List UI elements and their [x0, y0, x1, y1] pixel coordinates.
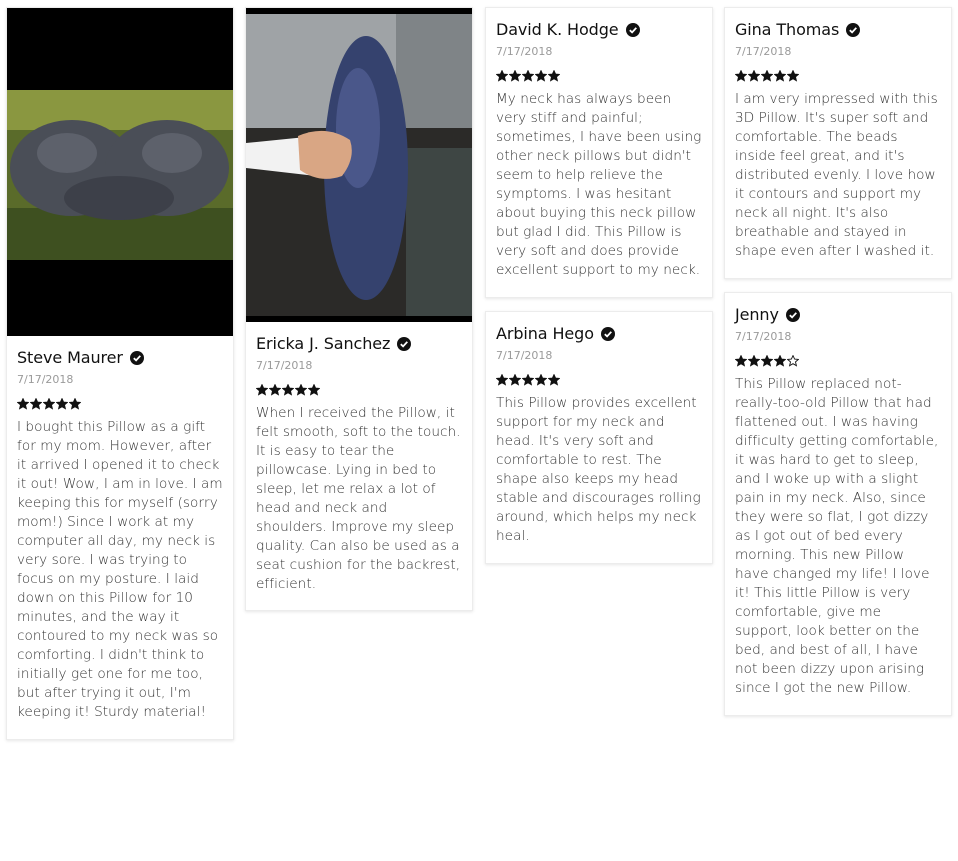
star-filled-icon: [535, 70, 547, 82]
reviewer-name: Steve Maurer: [17, 348, 123, 367]
star-filled-icon: [787, 70, 799, 82]
reviewer-name: Ericka J. Sanchez: [256, 334, 391, 353]
review-card: [485, 311, 713, 564]
verified-check-icon: [786, 308, 800, 322]
star-rating: [496, 70, 702, 82]
star-filled-icon: [748, 355, 760, 367]
star-rating: [496, 374, 702, 386]
star-filled-icon: [295, 384, 307, 396]
review-card: [485, 7, 713, 298]
verified-check-icon: [601, 327, 615, 341]
star-filled-icon: [735, 355, 747, 367]
review-photo[interactable]: [246, 8, 472, 322]
review-card: [724, 7, 952, 279]
star-filled-icon: [761, 355, 773, 367]
star-filled-icon: [17, 398, 29, 410]
star-filled-icon: [256, 384, 268, 396]
review-text: This Pillow replaced not-really-too-old Pillow that had flattened out. I was having difficulty getting comfortable, it was hard to get to sleep, and I woke up with a slight pain in my neck. Also, since they were so flat, I got dizzy as I got out of bed every morning. This new Pillow have changed my life! I love it! This little Pillow is very comfortable, give me support, look better on the bed, and best of all, I have not been dizzy upon arising since I got the new Pillow.: [735, 376, 939, 696]
star-filled-icon: [496, 70, 508, 82]
star-filled-icon: [509, 70, 521, 82]
review-text: My neck has always been very stiff and painful; sometimes, I have been using other neck pillows but didn't seem to help relieve the symptoms. I was hesitant about buying this neck pillow but glad I did. This Pillow is very soft and does provide excellent support to my neck.: [496, 91, 702, 278]
star-filled-icon: [30, 398, 42, 410]
star-filled-icon: [774, 70, 786, 82]
reviewer-name: David K. Hodge: [496, 20, 619, 39]
review-text: This Pillow provides excellent support for my neck and head. It's very soft and comfortable to rest. The shape also keeps my head stable and discourages rolling around, which helps my neck heal.: [496, 395, 701, 544]
star-filled-icon: [761, 70, 773, 82]
review-text: I bought this Pillow as a gift for my mom. However, after it arrived I opened it to check it out! Wow, I am in love. I am keeping this for myself (sorry mom!) Since I work at my computer all day, my neck is very sore. I was trying to focus on my posture. I laid down on this Pillow for 10 minutes, and the way it contoured to my neck was so comforting. I didn't think to initially get one for me too, but after trying it out, I'm keeping it! Sturdy material!: [17, 419, 223, 720]
star-filled-icon: [522, 374, 534, 386]
star-filled-icon: [496, 374, 508, 386]
star-rating: [735, 355, 941, 367]
review-date: 7/17/2018: [496, 349, 553, 362]
star-filled-icon: [56, 398, 68, 410]
reviewer-name: Jenny: [735, 305, 779, 324]
star-rating: [17, 398, 223, 410]
verified-check-icon: [846, 23, 860, 37]
review-date: 7/17/2018: [735, 330, 792, 343]
star-rating: [735, 70, 941, 82]
review-text: I am very impressed with this 3D Pillow. It's super soft and comfortable. The beads inside feel great, and it's distributed evenly. I love how it contours and support my neck all night. It's also breathable and stayed in shape even after I washed it.: [735, 91, 938, 259]
reviewer-name: Arbina Hego: [496, 324, 594, 343]
review-card: [724, 292, 952, 716]
pillow-photo-image: [246, 8, 472, 322]
star-filled-icon: [269, 384, 281, 396]
reviewer-name: Gina Thomas: [735, 20, 840, 39]
star-filled-icon: [735, 70, 747, 82]
verified-check-icon: [397, 337, 411, 351]
star-filled-icon: [548, 70, 560, 82]
review-date: 7/17/2018: [735, 45, 792, 58]
star-filled-icon: [522, 70, 534, 82]
star-empty-icon: [787, 355, 799, 367]
star-filled-icon: [774, 355, 786, 367]
review-date: 7/17/2018: [17, 373, 74, 386]
review-date: 7/17/2018: [496, 45, 553, 58]
review-date: 7/17/2018: [256, 359, 313, 372]
star-filled-icon: [282, 384, 294, 396]
pillow-photo-image: [7, 8, 233, 336]
star-filled-icon: [748, 70, 760, 82]
star-filled-icon: [548, 374, 560, 386]
review-card: [245, 7, 473, 611]
star-filled-icon: [308, 384, 320, 396]
star-rating: [256, 384, 462, 396]
verified-check-icon: [130, 351, 144, 365]
review-text: When I received the Pillow, it felt smooth, soft to the touch. It is easy to tear the pillowcase. Lying in bed to sleep, let me relax a lot of head and neck and shoulders. Improve my sleep quality. Can also be used as a seat cushion for the backrest, efficient.: [256, 405, 461, 592]
star-filled-icon: [43, 398, 55, 410]
verified-check-icon: [626, 23, 640, 37]
star-filled-icon: [535, 374, 547, 386]
star-filled-icon: [509, 374, 521, 386]
review-photo[interactable]: [7, 8, 233, 336]
review-card: [6, 7, 234, 740]
star-filled-icon: [69, 398, 81, 410]
